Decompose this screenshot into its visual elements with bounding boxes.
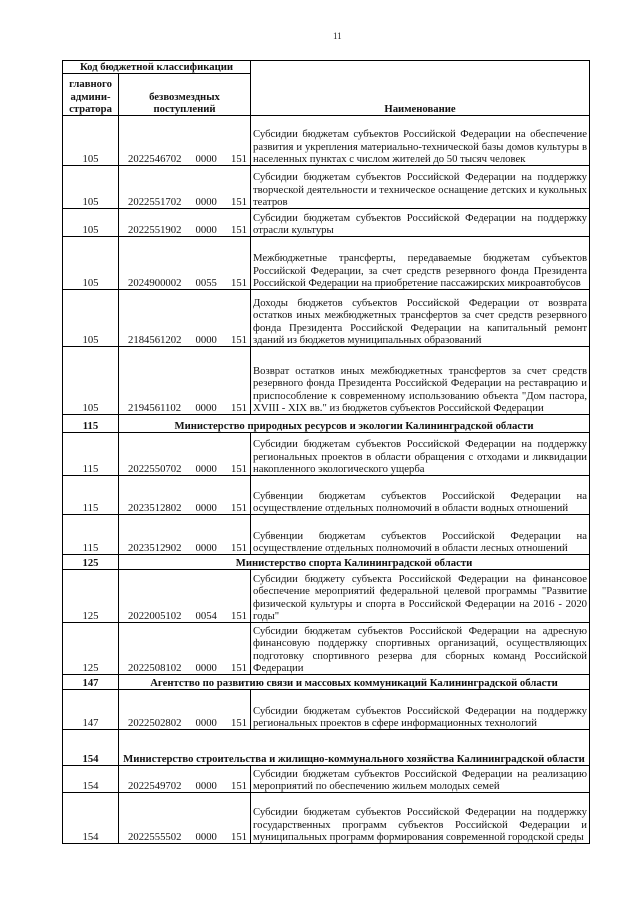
item-name: Субсидии бюджетам субъектов Российской Федерации на адресную финансовую поддержку спортивных организаций, осуществляющих подготовку спортивного резерва для сборных команд Российской Федерации [253,624,588,674]
table-row [63,766,590,793]
table-row [63,570,590,623]
section-admin-cell [63,730,119,766]
economic-class-code: 151 [230,196,247,208]
income-type-code: 2023512902 [128,542,182,554]
admin-code-cell [63,347,119,415]
income-type-code: 2022005102 [128,610,182,622]
receipt-code-cell [119,290,251,347]
item-name-cell [251,290,590,347]
income-type-code: 2022546702 [128,153,182,165]
receipt-code [128,463,247,475]
admin-code: 105 [82,224,99,236]
section-title-cell [119,415,590,433]
receipt-code [128,662,247,674]
receipt-code-cell [119,116,251,166]
receipt-code-cell [119,793,251,844]
receipt-code [128,831,247,843]
receipt-code-cell [119,476,251,515]
admin-code: 115 [82,463,99,475]
economic-class-code: 151 [230,224,247,236]
program-subtype-code: 0000 [195,402,217,414]
item-name-cell [251,623,590,675]
table-row [63,347,590,415]
receipt-code-cell [119,766,251,793]
program-subtype-code: 0000 [195,224,217,236]
income-type-code: 2022508102 [128,662,182,674]
economic-class-code: 151 [230,717,247,729]
economic-class-code: 151 [230,334,247,346]
admin-code: 105 [82,277,99,289]
section-title: Министерство строительства и жилищно-коммунального хозяйства Калининградской области [123,753,585,765]
income-type-code: 2184561202 [128,334,182,346]
income-type-code: 2022555502 [128,831,182,843]
admin-code-cell [63,690,119,730]
section-admin-code: 147 [82,677,99,689]
program-subtype-code: 0000 [195,542,217,554]
item-name: Субсидии бюджетам субъектов Российской Федерации на поддержку региональных проектов в области обращения с отходами и ликвидации накопленного экологического ущерба [253,438,588,475]
economic-class-code: 151 [230,542,247,554]
receipt-code-cell [119,690,251,730]
income-type-code: 2022551702 [128,196,182,208]
section-title-cell [119,555,590,570]
program-subtype-code: 0000 [195,717,217,729]
section-row [63,415,590,433]
section-admin-code: 154 [82,753,99,765]
admin-code-cell [63,237,119,290]
income-type-code: 2022549702 [128,780,182,792]
program-subtype-code: 0000 [195,463,217,475]
item-name: Субсидии бюджетам субъектов Российской Федерации на реализацию мероприятий по обеспечению жильем молодых семей [253,767,588,792]
section-admin-cell [63,675,119,690]
program-subtype-code: 0000 [195,334,217,346]
receipt-code [128,277,247,289]
receipt-code-cell [119,623,251,675]
table-row [63,116,590,166]
item-name-cell [251,515,590,555]
section-row [63,555,590,570]
receipts-header-line: безвозмездных [149,90,220,103]
program-subtype-code: 0000 [195,662,217,674]
item-name-cell [251,116,590,166]
admin-code-cell [63,515,119,555]
page-number: 11 [333,31,342,41]
header-row-top [63,61,590,74]
item-name-cell [251,793,590,844]
receipt-code [128,780,247,792]
program-subtype-code: 0054 [195,610,217,622]
item-name-cell [251,433,590,476]
table-row [63,793,590,844]
admin-code-cell [63,209,119,237]
admin-code-cell [63,793,119,844]
receipt-code [128,196,247,208]
economic-class-code: 151 [230,277,247,289]
admin-header-line: админи- [70,90,111,103]
item-name: Субсидии бюджетам субъектов Российской Федерации на поддержку региональных проектов в сфере информационных технологий [253,704,588,729]
income-type-code: 2022502802 [128,717,182,729]
admin-code-cell [63,623,119,675]
receipt-code [128,610,247,622]
table-body [63,116,590,844]
admin-code: 115 [82,502,99,514]
economic-class-code: 151 [230,463,247,475]
receipt-code [128,334,247,346]
table-row [63,515,590,555]
admin-header-line: стратора [69,103,112,115]
receipt-code [128,402,247,414]
economic-class-code: 151 [230,402,248,414]
table-row [63,237,590,290]
table-header [63,61,590,116]
receipt-code-cell [119,433,251,476]
receipt-code [128,153,247,165]
income-type-code: 2022550702 [128,463,182,475]
admin-code: 154 [82,831,99,843]
budget-classification-table [62,60,590,844]
program-subtype-code: 0000 [195,780,217,792]
section-title-cell [119,675,590,690]
economic-class-code: 151 [230,780,247,792]
receipt-code-cell [119,570,251,623]
section-admin-code: 125 [82,557,99,569]
item-name: Субсидии бюджетам субъектов Российской Федерации на поддержку государственных программ субъектов Российской Федерации и муниципальных программ формирования современной городской среды [253,806,588,843]
classification-header: Код бюджетной классификации [63,61,251,74]
admin-code: 147 [82,717,99,729]
economic-class-code: 151 [230,610,247,622]
section-title: Агентство по развитию связи и массовых коммуникаций Калининградской области [150,677,558,689]
economic-class-code: 151 [230,662,247,674]
admin-header [63,74,119,116]
table-row [63,690,590,730]
item-name: Межбюджетные трансферты, передаваемые бюджетам субъектов Российской Федерации, за счет средств резервного фонда Президента Российской Федерации на приобретение пассажирских микроавтобусов [253,252,588,289]
item-name: Субвенции бюджетам субъектов Российской Федерации на осуществление отдельных полномочий в области лесных отношений [253,529,588,554]
admin-code-cell [63,116,119,166]
receipt-code [128,717,247,729]
admin-code-cell [63,166,119,209]
item-name-cell [251,476,590,515]
table-row [63,290,590,347]
admin-header-line: главного [69,78,112,91]
item-name-cell [251,690,590,730]
section-row [63,675,590,690]
income-type-code: 2194561102 [128,402,182,414]
table-row [63,623,590,675]
section-row [63,730,590,766]
item-name-cell [251,237,590,290]
admin-code-cell [63,433,119,476]
receipt-code-cell [119,515,251,555]
admin-code: 105 [82,402,99,414]
item-name-cell [251,570,590,623]
income-type-code: 2022551902 [128,224,182,236]
item-name: Доходы бюджетов субъектов Российской Федерации от возврата остатков иных межбюджетных трансфертов за счет средств резервного фонда Президента Российской Федерации на капитальный ремонт зданий из бюджетов муниципальных образований [253,296,588,346]
table-row [63,476,590,515]
item-name-cell [251,166,590,209]
admin-code: 105 [82,153,99,165]
item-name: Субсидии бюджету субъекта Российской Федерации на финансовое обеспечение мероприятий федеральной целевой программы "Развитие физической культуры и спорта в Российской Федерации на 2016 - 2020 годы" [253,572,588,622]
program-subtype-code: 0000 [195,196,217,208]
economic-class-code: 151 [230,502,247,514]
admin-code-cell [63,570,119,623]
admin-code-cell [63,476,119,515]
section-title-cell [119,730,590,766]
name-header: Наименование [251,61,590,116]
section-admin-cell [63,555,119,570]
receipt-code-cell [119,237,251,290]
item-name: Субвенции бюджетам субъектов Российской Федерации на осуществление отдельных полномочий в области водных отношений [253,489,588,514]
item-name-cell [251,347,590,415]
section-title: Министерство природных ресурсов и экологии Калининградской области [174,420,534,432]
admin-code: 154 [82,780,99,792]
receipts-header-line: поступлений [153,103,216,115]
section-admin-cell [63,415,119,433]
receipt-code-cell [119,347,251,415]
economic-class-code: 151 [230,831,247,843]
program-subtype-code: 0000 [195,831,217,843]
item-name: Субсидии бюджетам субъектов Российской Федерации на поддержку отрасли культуры [253,211,588,236]
admin-code: 125 [82,662,99,674]
admin-code-cell [63,290,119,347]
receipt-code [128,224,247,236]
program-subtype-code: 0055 [195,277,217,289]
item-name: Возврат остатков иных межбюджетных трансфертов за счет средств резервного фонда Президента Российской Федерации на реставрацию и приспособление к современному использованию объекта "Дом пастора, XVIII - XIX вв." из бюджетов субъектов Российской Федерации [253,364,588,414]
section-admin-code: 115 [82,420,99,432]
item-name-cell [251,766,590,793]
table-row [63,433,590,476]
admin-code: 105 [82,196,99,208]
section-title: Министерство спорта Калининградской области [235,557,473,569]
admin-code: 115 [82,542,99,554]
income-type-code: 2023512802 [128,502,182,514]
receipt-code-cell [119,209,251,237]
income-type-code: 2024900002 [128,277,182,289]
admin-code-cell [63,766,119,793]
item-name: Субсидии бюджетам субъектов Российской Федерации на обеспечение развития и укрепления материально-технической базы домов культуры в населенных пунктах с числом жителей до 50 тысяч человек [253,128,588,165]
program-subtype-code: 0000 [195,502,217,514]
receipt-code [128,542,247,554]
admin-code: 125 [82,610,99,622]
table-row [63,209,590,237]
receipts-header [119,74,251,116]
item-name-cell [251,209,590,237]
table-row [63,166,590,209]
economic-class-code: 151 [230,153,247,165]
receipt-code-cell [119,166,251,209]
receipt-code [128,502,247,514]
program-subtype-code: 0000 [195,153,217,165]
admin-code: 105 [82,334,99,346]
item-name: Субсидии бюджетам субъектов Российской Федерации на поддержку творческой деятельности и техническое оснащение детских и кукольных театров [253,171,588,208]
